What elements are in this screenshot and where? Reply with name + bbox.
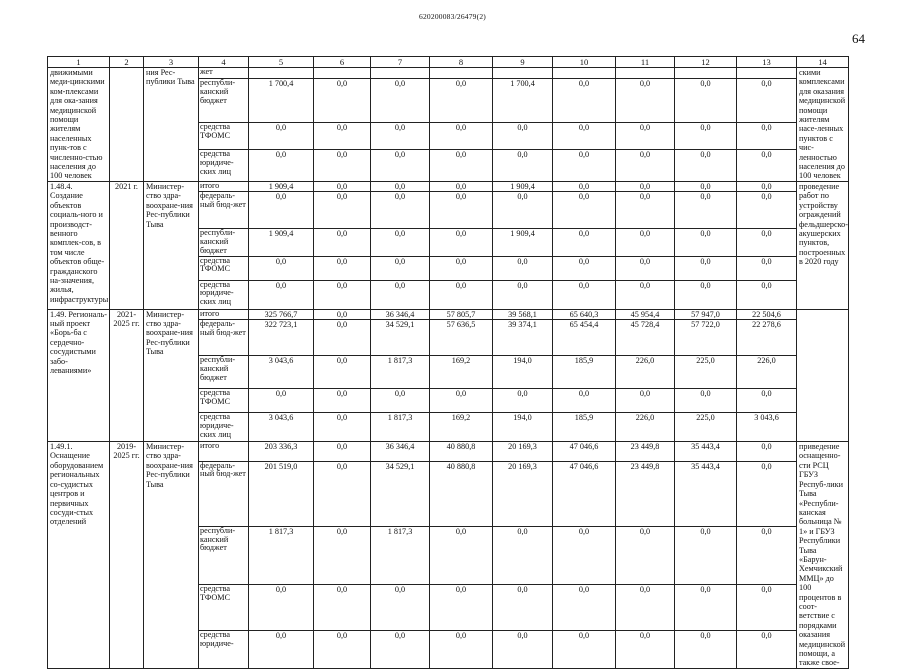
value-cell: 0,0 [675,526,737,584]
value-cell: 0,0 [314,461,371,526]
value-cell: 0,0 [430,631,493,668]
period-cell: 2021 г. [110,181,144,309]
value-cell: 0,0 [675,280,737,309]
funding-source-cell: итого [199,181,249,191]
value-cell: 45 728,4 [616,320,675,356]
value-cell: 0,0 [249,584,314,631]
value-cell: 0,0 [371,229,430,256]
value-cell: 0,0 [430,192,493,229]
value-cell: 169,2 [430,356,493,389]
value-cell [616,68,675,79]
value-cell: 36 346,4 [371,309,430,319]
value-cell: 0,0 [616,150,675,181]
value-cell: 0,0 [616,526,675,584]
expected-result-cell: скими комплексами для оказания медицинской помощи жителям насе-ленных пунктов с чис-ленностью населения до 100 человек [797,68,849,182]
value-cell: 0,0 [675,192,737,229]
funding-source-cell: итого [199,442,249,461]
value-cell: 0,0 [314,79,371,123]
value-cell: 0,0 [553,229,616,256]
column-number: 4 [199,57,249,68]
value-cell: 0,0 [314,309,371,319]
value-cell [371,68,430,79]
executor-cell: ния Рес-публики Тыва [144,68,199,182]
value-cell: 0,0 [616,79,675,123]
value-cell: 45 954,4 [616,309,675,319]
value-cell: 0,0 [675,256,737,280]
value-cell: 0,0 [737,389,797,413]
value-cell: 35 443,4 [675,461,737,526]
value-cell: 0,0 [314,442,371,461]
column-number: 12 [675,57,737,68]
value-cell: 0,0 [249,389,314,413]
value-cell: 0,0 [493,122,553,149]
value-cell: 1 909,4 [493,181,553,191]
value-cell: 0,0 [430,150,493,181]
value-cell: 0,0 [553,631,616,668]
value-cell: 0,0 [616,280,675,309]
column-number: 2 [110,57,144,68]
value-cell: 0,0 [616,181,675,191]
value-cell: 3 043,6 [737,413,797,442]
value-cell: 0,0 [553,256,616,280]
measure-name-cell: 1.49. Региональ-ный проект «Борь-ба с сердечно-сосудистыми забо-леваниями» [48,309,110,441]
value-cell [314,68,371,79]
value-cell: 0,0 [553,389,616,413]
value-cell: 0,0 [430,181,493,191]
value-cell: 39 568,1 [493,309,553,319]
funding-source-cell: республи-канский бюджет [199,229,249,256]
period-cell: 2019-2025 гг. [110,442,144,669]
table-row [48,181,849,191]
value-cell: 1 817,3 [371,413,430,442]
value-cell: 0,0 [553,150,616,181]
page-number: 64 [852,31,865,46]
value-cell: 0,0 [737,442,797,461]
value-cell [493,68,553,79]
funding-source-cell: средства ТФОМС [199,389,249,413]
value-cell: 0,0 [737,461,797,526]
column-number: 9 [493,57,553,68]
budget-table [47,56,849,669]
value-cell: 36 346,4 [371,442,430,461]
measure-name-cell: 1.49.1. Оснащение оборудованием региональных со-судистых центров и первичных сосуди-стых отделений [48,442,110,669]
value-cell [675,68,737,79]
value-cell: 1 817,3 [371,526,430,584]
value-cell: 1 700,4 [249,79,314,123]
value-cell: 0,0 [314,389,371,413]
value-cell: 0,0 [553,79,616,123]
value-cell: 201 519,0 [249,461,314,526]
value-cell: 0,0 [371,122,430,149]
value-cell: 194,0 [493,413,553,442]
value-cell: 65 640,3 [553,309,616,319]
column-number: 14 [797,57,849,68]
value-cell: 20 169,3 [493,442,553,461]
value-cell: 0,0 [675,150,737,181]
value-cell [430,68,493,79]
value-cell: 0,0 [493,256,553,280]
value-cell: 0,0 [314,631,371,668]
table-row [48,68,849,79]
value-cell: 0,0 [675,181,737,191]
value-cell: 0,0 [737,256,797,280]
value-cell: 22 278,6 [737,320,797,356]
value-cell: 0,0 [675,389,737,413]
value-cell: 39 374,1 [493,320,553,356]
funding-source-cell: средства юридиче-ских лиц [199,150,249,181]
value-cell: 0,0 [314,192,371,229]
value-cell: 0,0 [371,181,430,191]
value-cell: 0,0 [249,631,314,668]
value-cell: 0,0 [737,584,797,631]
value-cell: 57 722,0 [675,320,737,356]
value-cell: 0,0 [493,192,553,229]
value-cell: 1 909,4 [249,229,314,256]
value-cell: 0,0 [616,584,675,631]
value-cell: 0,0 [371,280,430,309]
funding-source-cell: средства ТФОМС [199,122,249,149]
value-cell: 0,0 [493,526,553,584]
value-cell: 3 043,6 [249,413,314,442]
value-cell: 0,0 [737,631,797,668]
value-cell: 0,0 [737,79,797,123]
funding-source-cell: федераль-ный бюд-жет [199,461,249,526]
value-cell: 0,0 [616,631,675,668]
value-cell: 169,2 [430,413,493,442]
value-cell: 0,0 [314,229,371,256]
value-cell: 0,0 [314,256,371,280]
value-cell: 0,0 [616,256,675,280]
column-number: 3 [144,57,199,68]
value-cell: 34 529,1 [371,320,430,356]
column-number: 1 [48,57,110,68]
value-cell: 0,0 [553,122,616,149]
funding-source-cell: итого [199,309,249,319]
value-cell: 34 529,1 [371,461,430,526]
value-cell: 0,0 [430,122,493,149]
value-cell: 0,0 [616,389,675,413]
value-cell: 0,0 [371,79,430,123]
value-cell: 0,0 [553,181,616,191]
value-cell: 0,0 [616,229,675,256]
value-cell: 3 043,6 [249,356,314,389]
value-cell: 0,0 [430,79,493,123]
value-cell: 0,0 [675,122,737,149]
value-cell: 0,0 [553,526,616,584]
executor-cell: Министер-ство здра-воохране-ния Рес-публики Тыва [144,181,199,309]
value-cell: 322 723,1 [249,320,314,356]
value-cell: 226,0 [616,413,675,442]
period-cell: 2021-2025 гг. [110,309,144,441]
value-cell: 0,0 [314,150,371,181]
expected-result-cell: проведение работ по устройству ограждений фельдшерско-акушерских пунктов, построенных в 2020 году [797,181,849,309]
funding-source-cell: средства ТФОМС [199,584,249,631]
funding-source-cell: жет [199,68,249,79]
funding-source-cell: средства юридиче-ских лиц [199,280,249,309]
executor-cell: Министер-ство здра-воохране-ния Рес-публики Тыва [144,309,199,441]
value-cell: 0,0 [314,584,371,631]
value-cell: 203 336,3 [249,442,314,461]
column-number: 11 [616,57,675,68]
value-cell: 0,0 [314,181,371,191]
value-cell: 0,0 [553,192,616,229]
value-cell: 0,0 [675,631,737,668]
value-cell: 40 880,8 [430,461,493,526]
value-cell: 23 449,8 [616,442,675,461]
value-cell [553,68,616,79]
column-number: 8 [430,57,493,68]
value-cell: 1 909,4 [493,229,553,256]
funding-source-cell: средства юридиче- [199,631,249,668]
value-cell: 1 700,4 [493,79,553,123]
table-row [48,309,849,319]
value-cell: 0,0 [737,122,797,149]
value-cell: 0,0 [430,584,493,631]
value-cell: 0,0 [249,122,314,149]
value-cell: 325 766,7 [249,309,314,319]
value-cell: 0,0 [430,526,493,584]
value-cell: 23 449,8 [616,461,675,526]
value-cell: 0,0 [249,280,314,309]
value-cell: 0,0 [737,192,797,229]
value-cell: 0,0 [553,584,616,631]
value-cell: 0,0 [371,256,430,280]
value-cell: 0,0 [249,150,314,181]
funding-source-cell: федераль-ный бюд-жет [199,192,249,229]
value-cell: 0,0 [314,413,371,442]
value-cell: 0,0 [430,229,493,256]
value-cell: 225,0 [675,413,737,442]
value-cell: 0,0 [737,280,797,309]
value-cell: 0,0 [371,192,430,229]
value-cell: 35 443,4 [675,442,737,461]
value-cell: 0,0 [675,584,737,631]
value-cell: 0,0 [675,229,737,256]
value-cell: 1 909,4 [249,181,314,191]
value-cell: 0,0 [493,280,553,309]
column-number-row [48,57,849,68]
value-cell: 0,0 [314,356,371,389]
value-cell: 0,0 [675,79,737,123]
value-cell: 0,0 [493,150,553,181]
value-cell: 22 504,6 [737,309,797,319]
value-cell: 0,0 [371,150,430,181]
value-cell: 0,0 [314,526,371,584]
value-cell: 194,0 [493,356,553,389]
value-cell: 0,0 [737,150,797,181]
value-cell: 0,0 [493,584,553,631]
value-cell: 47 046,6 [553,461,616,526]
value-cell: 0,0 [737,526,797,584]
value-cell: 225,0 [675,356,737,389]
period-cell [110,68,144,182]
funding-source-cell: средства ТФОМС [199,256,249,280]
value-cell: 57 805,7 [430,309,493,319]
value-cell: 0,0 [430,280,493,309]
value-cell: 0,0 [616,192,675,229]
value-cell: 0,0 [314,280,371,309]
measure-name-cell: 1.48.4. Создание объектов социаль-ного и производст-венного комплек-сов, в том числе объектов обще-гражданского на-значения, жилья, инфраструктуры [48,181,110,309]
value-cell [737,68,797,79]
value-cell: 0,0 [616,122,675,149]
value-cell: 47 046,6 [553,442,616,461]
funding-source-cell: республи-канский бюджет [199,79,249,123]
expected-result-cell [797,309,849,441]
value-cell: 0,0 [553,280,616,309]
value-cell: 226,0 [737,356,797,389]
value-cell: 0,0 [371,631,430,668]
value-cell: 0,0 [430,256,493,280]
value-cell: 1 817,3 [249,526,314,584]
column-number: 13 [737,57,797,68]
value-cell: 185,9 [553,413,616,442]
value-cell: 185,9 [553,356,616,389]
value-cell: 20 169,3 [493,461,553,526]
funding-source-cell: республи-канский бюджет [199,526,249,584]
value-cell: 0,0 [493,631,553,668]
value-cell: 0,0 [314,122,371,149]
funding-source-cell: федераль-ный бюд-жет [199,320,249,356]
value-cell: 1 817,3 [371,356,430,389]
value-cell: 65 454,4 [553,320,616,356]
expected-result-cell: приведение оснащенно-сти РСЦ ГБУЗ Респуб-лики Тыва «Республи-канская больница № 1» и ГБУЗ Республики Тыва «Барун-Хемчикский ММЦ» до 100 процентов в соот-ветствие с порядками оказания медицинской помощи, а также свое- [797,442,849,669]
value-cell: 40 880,8 [430,442,493,461]
document-id: 620200083/26479(2) [419,12,486,21]
value-cell: 0,0 [371,389,430,413]
value-cell: 0,0 [249,256,314,280]
column-number: 7 [371,57,430,68]
measure-name-cell: движимыми меди-цинскими ком-плексами для ока-зания медицинской помощи жителям населенных пунк-тов с численно-стью населения до 100 человек [48,68,110,182]
column-number: 10 [553,57,616,68]
value-cell: 0,0 [493,389,553,413]
value-cell: 57 636,5 [430,320,493,356]
value-cell: 0,0 [371,584,430,631]
funding-source-cell: средства юридиче-ских лиц [199,413,249,442]
table-row [48,442,849,461]
value-cell: 57 947,0 [675,309,737,319]
value-cell [249,68,314,79]
value-cell: 0,0 [249,192,314,229]
executor-cell: Министер-ство здра-воохране-ния Рес-публики Тыва [144,442,199,669]
column-number: 6 [314,57,371,68]
value-cell: 0,0 [737,181,797,191]
value-cell: 0,0 [430,389,493,413]
value-cell: 0,0 [314,320,371,356]
value-cell: 226,0 [616,356,675,389]
funding-source-cell: республи-канский бюджет [199,356,249,389]
value-cell: 0,0 [737,229,797,256]
column-number: 5 [249,57,314,68]
